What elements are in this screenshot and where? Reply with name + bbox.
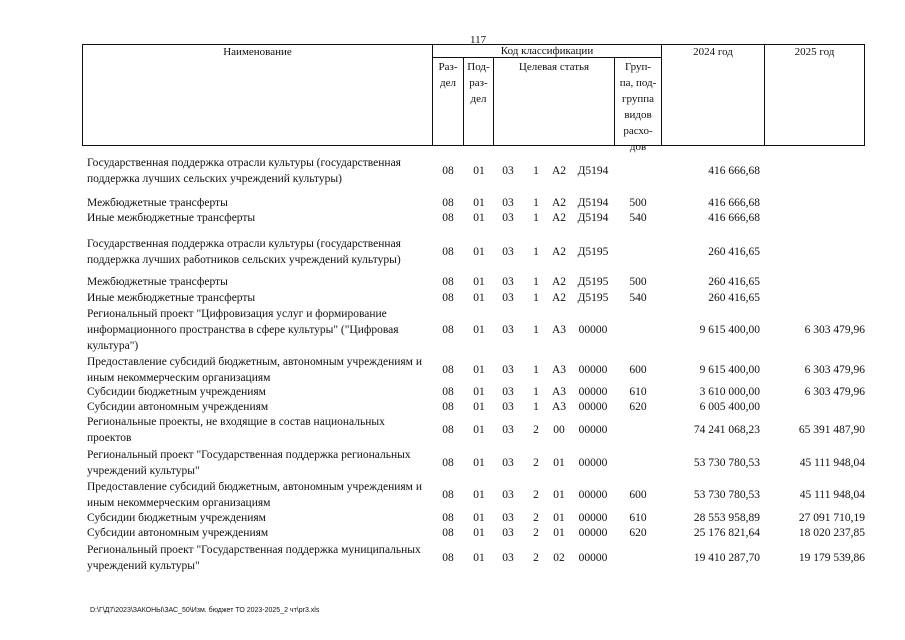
cell-vr: 620: [629, 527, 647, 539]
cell-c2: 2: [533, 424, 539, 436]
cell-rz: 08: [442, 489, 454, 501]
cell-c1: 03: [502, 292, 514, 304]
table-row: [82, 274, 872, 290]
cell-y2024: 74 241 068,23: [693, 424, 760, 436]
cell-rz: 08: [442, 246, 454, 258]
cell-vr: [617, 155, 659, 187]
cell-c3: 00: [553, 424, 565, 436]
cell-vr: 610: [629, 512, 647, 524]
header-podrazdel: Под- раз- дел: [467, 61, 490, 105]
row-name: Межбюджетные трансферты: [87, 276, 228, 288]
row-name: Субсидии автономным учреждениям: [87, 401, 269, 413]
cell-c1: 03: [502, 552, 514, 564]
cell-vr: 540: [629, 212, 647, 224]
cell-c2: 1: [533, 401, 539, 413]
cell-c3: 01: [553, 527, 565, 539]
table-row: [82, 195, 872, 211]
cell-c4: 00000: [578, 386, 608, 398]
cell-y2025: 18 020 237,85: [798, 527, 865, 539]
cell-c3: 01: [553, 489, 565, 501]
cell-y2024: 260 416,65: [708, 292, 760, 304]
cell-c2: 1: [533, 386, 539, 398]
cell-c1: 03: [502, 364, 514, 376]
cell-c3: А3: [551, 386, 567, 398]
cell-y2024: 260 416,65: [708, 276, 760, 288]
cell-rz: 08: [442, 401, 454, 413]
header-razdel: Раз- дел: [438, 61, 458, 89]
cell-c4: 00000: [578, 324, 608, 336]
cell-c4: 00000: [578, 527, 608, 539]
cell-rz: 08: [442, 424, 454, 436]
cell-c1: 03: [502, 212, 514, 224]
row-name: Иные межбюджетные трансферты: [87, 292, 256, 304]
row-name: Государственная поддержка отрасли культуры (государственная поддержка лучших сельских учреждений культуры): [87, 157, 401, 185]
cell-y2024: 416 666,68: [708, 165, 760, 177]
cell-y2024: 6 005 400,00: [699, 401, 760, 413]
row-name: Предоставление субсидий бюджетным, автономным учреждениям и иным некоммерческим организациям: [87, 481, 422, 509]
cell-c3: А2: [551, 212, 567, 224]
cell-c1: 03: [502, 401, 514, 413]
cell-y2024: 53 730 780,53: [693, 489, 760, 501]
cell-pr: 01: [473, 165, 485, 177]
cell-c2: 1: [533, 364, 539, 376]
cell-c4: 00000: [578, 401, 608, 413]
cell-c1: 03: [502, 276, 514, 288]
cell-c3: А2: [551, 197, 567, 209]
cell-y2025: 6 303 479,96: [804, 386, 865, 398]
cell-rz: 08: [442, 292, 454, 304]
file-path: D:\Г\Д7\2023\ЗАКОНЫ\ЗАС_50\Изм. бюджет ТО 2023-2025_2 чт\pr3.xls: [90, 607, 320, 614]
cell-c2: 1: [533, 276, 539, 288]
cell-c2: 1: [533, 246, 539, 258]
header-target: Целевая статья: [518, 61, 590, 73]
cell-c2: 2: [533, 489, 539, 501]
cell-vr: [617, 414, 659, 446]
cell-c1: 03: [502, 324, 514, 336]
table-row: [82, 384, 872, 400]
table-row: [82, 510, 872, 526]
cell-rz: 08: [442, 386, 454, 398]
cell-pr: 01: [473, 552, 485, 564]
cell-pr: 01: [473, 512, 485, 524]
cell-c4: Д5194: [577, 165, 609, 177]
row-name: Иные межбюджетные трансферты: [87, 212, 256, 224]
header-group: Груп- па, под- группа видов расхо- дов: [619, 61, 657, 153]
cell-pr: 01: [473, 527, 485, 539]
row-name: Субсидии бюджетным учреждениям: [87, 386, 266, 398]
cell-c4: Д5195: [577, 246, 609, 258]
cell-rz: 08: [442, 197, 454, 209]
cell-y2025: [770, 155, 865, 187]
cell-c1: 03: [502, 527, 514, 539]
cell-y2024: 260 416,65: [708, 246, 760, 258]
table-row: [82, 290, 872, 306]
cell-c2: 1: [533, 165, 539, 177]
row-name: Предоставление субсидий бюджетным, автономным учреждениям и иным некоммерческим организациям: [87, 356, 422, 384]
table-row: [82, 155, 872, 187]
cell-pr: 01: [473, 276, 485, 288]
header-name: Наименование: [223, 46, 292, 58]
cell-y2024: 9 615 400,00: [699, 324, 760, 336]
cell-c2: 1: [533, 292, 539, 304]
cell-y2025: 6 303 479,96: [804, 364, 865, 376]
cell-c3: А2: [551, 165, 567, 177]
cell-vr: 610: [629, 386, 647, 398]
cell-c2: 2: [533, 527, 539, 539]
header-2025: 2025 год: [794, 46, 835, 58]
cell-c1: 03: [502, 197, 514, 209]
cell-vr: 540: [629, 292, 647, 304]
row-name: Региональный проект "Цифровизация услуг и формирование информационного пространства в сфере культуры" ("Цифровая культура"): [87, 308, 399, 352]
row-name: Субсидии автономным учреждениям: [87, 527, 269, 539]
cell-c3: А3: [551, 364, 567, 376]
cell-vr: 500: [629, 197, 647, 209]
cell-vr: [617, 542, 659, 574]
cell-y2024: 25 176 821,64: [693, 527, 760, 539]
row-name: Межбюджетные трансферты: [87, 197, 228, 209]
cell-c3: А2: [551, 276, 567, 288]
cell-c3: А2: [551, 246, 567, 258]
cell-y2024: 28 553 958,89: [693, 512, 760, 524]
cell-vr: 600: [629, 489, 647, 501]
cell-c4: Д5194: [577, 197, 609, 209]
cell-c2: 1: [533, 212, 539, 224]
cell-y2024: 416 666,68: [708, 212, 760, 224]
cell-c3: А3: [551, 401, 567, 413]
cell-pr: 01: [473, 424, 485, 436]
cell-c4: 00000: [578, 424, 608, 436]
cell-c3: 01: [553, 457, 565, 469]
cell-pr: 01: [473, 401, 485, 413]
table-row: [82, 447, 872, 479]
row-name: Субсидии бюджетным учреждениям: [87, 512, 266, 524]
cell-rz: 08: [442, 165, 454, 177]
cell-y2025: [770, 210, 865, 226]
cell-c1: 03: [502, 489, 514, 501]
cell-rz: 08: [442, 324, 454, 336]
cell-c4: 00000: [578, 552, 608, 564]
cell-y2025: [770, 236, 865, 268]
table-row: [82, 306, 872, 354]
cell-vr: [617, 236, 659, 268]
header-2024: 2024 год: [693, 46, 733, 58]
cell-c3: 01: [553, 512, 565, 524]
cell-rz: 08: [442, 212, 454, 224]
table-row: [82, 414, 872, 446]
cell-y2025: [770, 290, 865, 306]
cell-y2025: 45 111 948,04: [799, 457, 865, 469]
cell-y2024: 416 666,68: [708, 197, 760, 209]
table-header: [82, 44, 865, 153]
header-code: Код классификации: [500, 45, 594, 57]
cell-vr: 500: [629, 276, 647, 288]
cell-vr: [617, 306, 659, 354]
row-name: Региональный проект "Государственная поддержка муниципальных учреждений культуры": [87, 544, 421, 572]
cell-c4: 00000: [578, 457, 608, 469]
cell-vr: 620: [629, 401, 647, 413]
cell-pr: 01: [473, 324, 485, 336]
table-row: [82, 479, 872, 511]
cell-y2025: 19 179 539,86: [798, 552, 865, 564]
cell-pr: 01: [473, 386, 485, 398]
cell-c4: 00000: [578, 364, 608, 376]
cell-pr: 01: [473, 292, 485, 304]
cell-y2024: 9 615 400,00: [699, 364, 760, 376]
cell-pr: 01: [473, 489, 485, 501]
cell-c3: А3: [551, 324, 567, 336]
cell-c2: 1: [533, 324, 539, 336]
cell-pr: 01: [473, 197, 485, 209]
cell-c2: 2: [533, 457, 539, 469]
cell-rz: 08: [442, 457, 454, 469]
cell-c1: 03: [502, 424, 514, 436]
cell-rz: 08: [442, 552, 454, 564]
cell-c1: 03: [502, 457, 514, 469]
cell-c4: 00000: [578, 489, 608, 501]
cell-rz: 08: [442, 276, 454, 288]
table-row: [82, 399, 872, 415]
cell-y2025: [770, 274, 865, 290]
cell-y2025: 27 091 710,19: [798, 512, 865, 524]
cell-rz: 08: [442, 527, 454, 539]
row-name: Государственная поддержка отрасли культуры (государственная поддержка лучших работников сельских учреждений культуры): [87, 238, 401, 266]
page-number: 117: [470, 34, 487, 46]
cell-pr: 01: [473, 364, 485, 376]
cell-y2025: 65 391 487,90: [798, 424, 865, 436]
cell-pr: 01: [473, 212, 485, 224]
cell-c1: 03: [502, 512, 514, 524]
cell-vr: [617, 447, 659, 479]
cell-vr: 600: [629, 364, 647, 376]
cell-rz: 08: [442, 512, 454, 524]
cell-pr: 01: [473, 457, 485, 469]
cell-c4: Д5195: [577, 276, 609, 288]
cell-c2: 2: [533, 552, 539, 564]
cell-c1: 03: [502, 165, 514, 177]
cell-y2025: 45 111 948,04: [799, 489, 865, 501]
cell-pr: 01: [473, 246, 485, 258]
cell-rz: 08: [442, 364, 454, 376]
cell-y2025: 6 303 479,96: [804, 324, 865, 336]
cell-c1: 03: [502, 246, 514, 258]
table-row: [82, 525, 872, 541]
cell-y2024: 19 410 287,70: [693, 552, 760, 564]
cell-c1: 03: [502, 386, 514, 398]
cell-c3: 02: [553, 552, 565, 564]
row-name: Региональные проекты, не входящие в состав национальных проектов: [87, 416, 385, 444]
table-row: [82, 354, 872, 386]
cell-y2025: [770, 195, 865, 211]
row-name: Региональный проект "Государственная поддержка региональных учреждений культуры": [87, 449, 411, 477]
cell-c2: 1: [533, 197, 539, 209]
cell-c2: 2: [533, 512, 539, 524]
cell-c4: 00000: [578, 512, 608, 524]
cell-c4: Д5194: [577, 212, 609, 224]
cell-c3: А2: [551, 292, 567, 304]
cell-c4: Д5195: [577, 292, 609, 304]
table-row: [82, 236, 872, 268]
table-row: [82, 542, 872, 574]
cell-y2025: [770, 399, 865, 415]
table-row: [82, 210, 872, 226]
cell-y2024: 3 610 000,00: [699, 386, 760, 398]
cell-y2024: 53 730 780,53: [693, 457, 760, 469]
